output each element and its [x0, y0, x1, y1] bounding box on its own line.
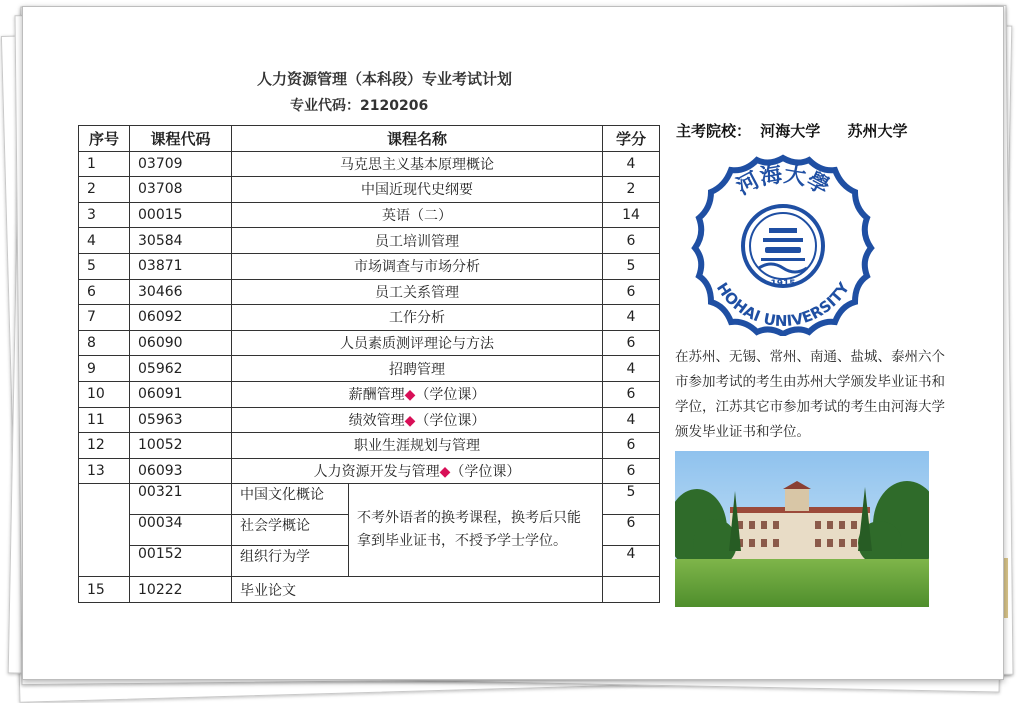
major-code: 专业代码：2120206 [290, 98, 429, 114]
course-credit: 6 [603, 433, 660, 459]
row-no: 3 [79, 202, 130, 228]
row-no: 12 [79, 433, 130, 459]
row-no: 4 [79, 228, 130, 254]
course-credit: 4 [603, 356, 660, 382]
elective-no-cell [79, 484, 130, 577]
course-name-cell [232, 330, 603, 356]
row-no: 15 [79, 577, 130, 603]
institution-hohai: 河海大学 [760, 122, 821, 140]
course-name: 招聘管理 [389, 361, 445, 378]
course-name: 英语（二） [382, 208, 452, 225]
course-code: 00152 [130, 546, 232, 577]
course-name-cell [232, 381, 603, 407]
course-name: 人力资源开发与管理 [313, 464, 440, 481]
campus-photo [675, 451, 929, 607]
header-code: 课程代码 [130, 126, 232, 152]
course-name: 组织行为学 [232, 546, 349, 577]
degree-course-tag: （学位课） [450, 464, 521, 481]
institution-soochow: 苏州大学 [847, 122, 908, 140]
course-name: 人员素质测评理论与方法 [340, 336, 494, 353]
table-row [79, 151, 660, 177]
course-name-cell [232, 458, 603, 484]
degree-course-tag: （学位课） [415, 387, 486, 404]
course-name: 社会学概论 [232, 515, 349, 546]
table-row [79, 356, 660, 382]
course-name: 员工培训管理 [375, 233, 459, 250]
course-credit: 6 [603, 330, 660, 356]
course-code: 03709 [130, 151, 232, 177]
hohai-university-seal-icon [685, 150, 881, 336]
course-name-cell [232, 228, 603, 254]
elective-row [79, 484, 660, 515]
seal-english-name: HOHAI UNIVERSITY [712, 279, 853, 331]
table-row [79, 177, 660, 203]
exam-plan-table [78, 125, 660, 603]
table-row [79, 381, 660, 407]
table-row [79, 253, 660, 279]
course-code: 06093 [130, 458, 232, 484]
exam-institutions [676, 120, 912, 141]
course-credit [603, 577, 660, 603]
course-name: 绩效管理 [348, 412, 405, 429]
course-name: 中国近现代史纲要 [361, 182, 473, 199]
table-row [79, 228, 660, 254]
row-no: 1 [79, 151, 130, 177]
table-row [79, 577, 660, 603]
course-credit: 5 [603, 253, 660, 279]
course-name-cell [232, 279, 603, 305]
course-name: 马克思主义基本原理概论 [340, 156, 494, 173]
course-name-cell [232, 151, 603, 177]
row-no: 7 [79, 305, 130, 331]
course-code: 30466 [130, 279, 232, 305]
page-title: 人力资源管理（本科段）专业考试计划 [257, 70, 513, 88]
table-header-row [79, 126, 660, 152]
course-code: 06091 [130, 381, 232, 407]
table-row [79, 433, 660, 459]
degree-course-diamond-icon: ◆ [404, 412, 416, 429]
degree-course-tag: （学位课） [415, 412, 486, 429]
table-body [79, 151, 660, 484]
row-no: 5 [79, 253, 130, 279]
course-code: 06092 [130, 305, 232, 331]
course-name: 中国文化概论 [232, 484, 349, 515]
course-code: 03871 [130, 253, 232, 279]
table-row [79, 330, 660, 356]
course-credit: 6 [603, 381, 660, 407]
course-code: 03708 [130, 177, 232, 203]
row-no: 10 [79, 381, 130, 407]
course-credit: 6 [603, 458, 660, 484]
course-credit: 4 [603, 546, 660, 577]
elective-note: 不考外语者的换考课程，换考后只能拿到毕业证书，不授予学士学位。 [349, 484, 603, 577]
degree-course-diamond-icon: ◆ [404, 387, 416, 404]
header-name: 课程名称 [232, 126, 603, 152]
course-name-cell [232, 202, 603, 228]
course-name: 薪酬管理 [348, 387, 405, 404]
row-no: 11 [79, 407, 130, 433]
course-code: 00034 [130, 515, 232, 546]
course-name-cell [232, 356, 603, 382]
row-no: 2 [79, 177, 130, 203]
course-credit: 6 [603, 279, 660, 305]
table-row [79, 305, 660, 331]
course-credit: 2 [603, 177, 660, 203]
course-code: 10052 [130, 433, 232, 459]
course-name: 职业生涯规划与管理 [354, 438, 480, 455]
table-row [79, 458, 660, 484]
seal-year: 1915 [770, 279, 796, 289]
elective-block [79, 484, 660, 603]
row-no: 9 [79, 356, 130, 382]
course-code: 05963 [130, 407, 232, 433]
row-no: 8 [79, 330, 130, 356]
course-code: 00321 [130, 484, 232, 515]
course-code: 05962 [130, 356, 232, 382]
course-name-cell [232, 407, 603, 433]
institutions-label: 主考院校： [676, 122, 752, 140]
course-credit: 14 [603, 202, 660, 228]
table-row [79, 279, 660, 305]
table-row [79, 407, 660, 433]
course-name: 毕业论文 [232, 577, 603, 603]
course-code: 30584 [130, 228, 232, 254]
course-credit: 4 [603, 407, 660, 433]
table-row [79, 202, 660, 228]
course-credit: 4 [603, 151, 660, 177]
course-name-cell [232, 433, 603, 459]
course-name-cell [232, 305, 603, 331]
course-code: 10222 [130, 577, 232, 603]
course-credit: 4 [603, 305, 660, 331]
course-code: 00015 [130, 202, 232, 228]
course-name: 市场调查与市场分析 [354, 259, 480, 276]
row-no: 13 [79, 458, 130, 484]
course-credit: 5 [603, 484, 660, 515]
course-name: 员工关系管理 [375, 284, 459, 301]
seal-chinese-name: 河海大學 [732, 161, 834, 201]
course-name: 工作分析 [389, 310, 445, 327]
course-name-cell [232, 177, 603, 203]
course-credit: 6 [603, 515, 660, 546]
row-no: 6 [79, 279, 130, 305]
degree-description: 在苏州、无锡、常州、南通、盐城、泰州六个市参加考试的考生由苏州大学颁发毕业证书和学位，江苏其它市参加考试的考生由河海大学颁发毕业证书和学位。 [675, 349, 945, 440]
course-code: 06090 [130, 330, 232, 356]
course-name-cell [232, 253, 603, 279]
course-credit: 6 [603, 228, 660, 254]
header-no: 序号 [79, 126, 130, 152]
header-credit: 学分 [603, 126, 660, 152]
degree-course-diamond-icon: ◆ [439, 464, 451, 481]
